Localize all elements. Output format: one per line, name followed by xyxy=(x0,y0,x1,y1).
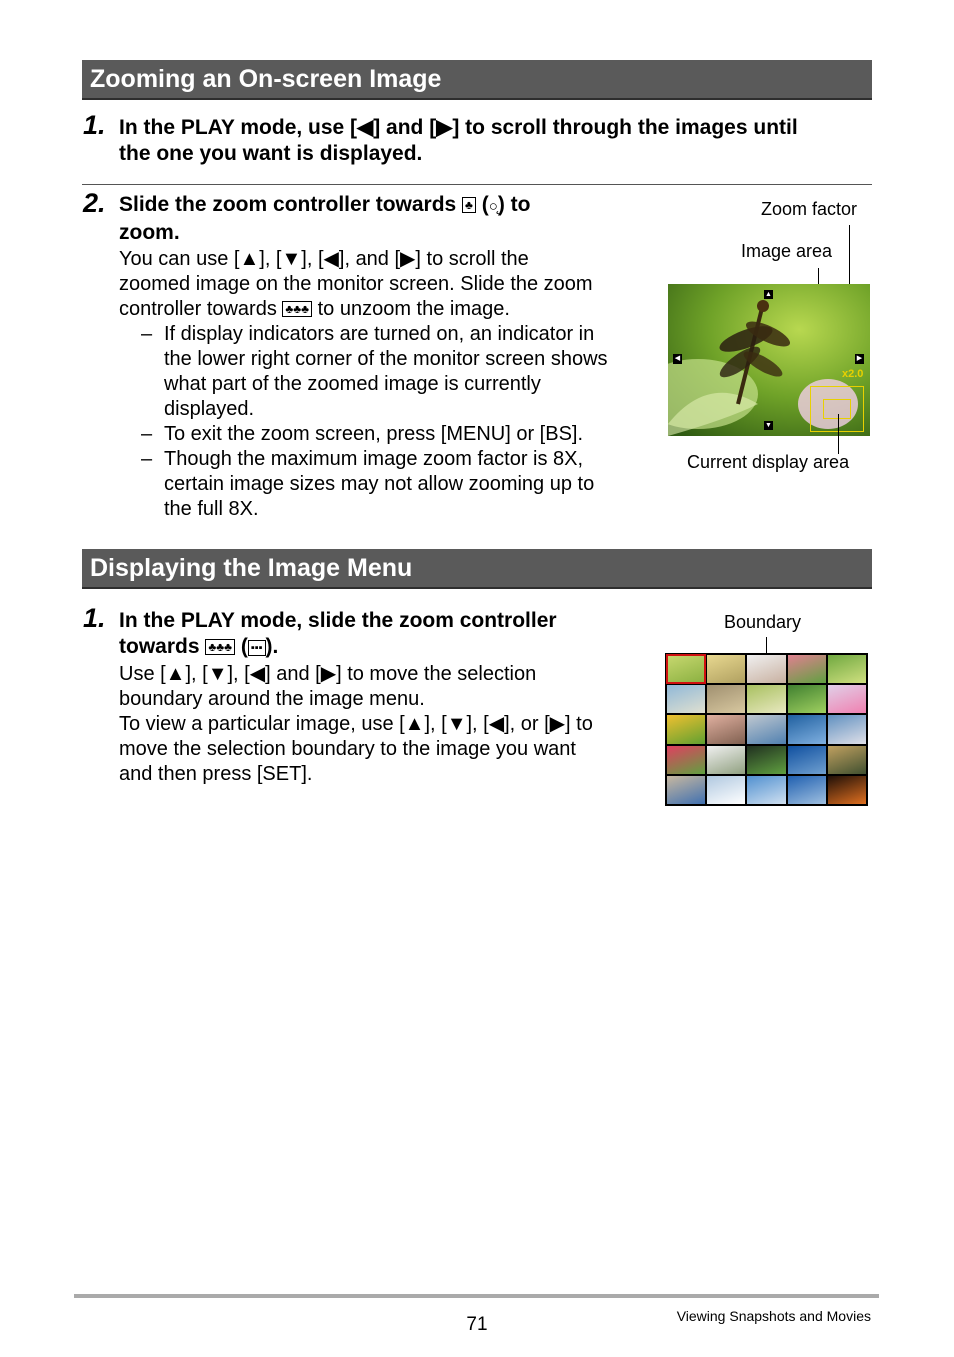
step-title-line: zoom. xyxy=(119,221,180,244)
zoom-in-icon: ♣ xyxy=(462,197,476,213)
scroll-up-indicator: ▲ xyxy=(765,291,772,298)
body-line: You can use [▲], [▼], [◀], and [▶] to scroll the xyxy=(119,248,529,270)
divider xyxy=(82,184,872,185)
thumbnail-image xyxy=(747,685,785,713)
step-body xyxy=(119,247,639,322)
image-menu-grid xyxy=(665,653,868,806)
step-title xyxy=(119,192,639,246)
thumbnail-image xyxy=(747,776,785,804)
thumbnail-image xyxy=(788,685,826,713)
step-body xyxy=(119,662,639,787)
bullet-item xyxy=(141,422,634,447)
bullet-line: displayed. xyxy=(164,398,255,420)
step-number: 1. xyxy=(83,110,106,140)
zoom-factor-label: Zoom factor xyxy=(761,199,858,219)
thumbnail-image xyxy=(828,776,866,804)
bullet-dash: – xyxy=(141,448,153,470)
thumbnail-image xyxy=(707,685,745,713)
bullet-dash: – xyxy=(141,423,153,445)
thumbnail-image xyxy=(828,655,866,683)
scroll-left-indicator: ◀ xyxy=(674,355,681,362)
image-area-box xyxy=(810,386,864,432)
thumbnail-image xyxy=(788,655,826,683)
bullet-line: If display indicators are turned on, an indicator in xyxy=(164,323,595,345)
grid-icon: ▪▪▪ xyxy=(248,640,266,656)
step-title-text: ( xyxy=(234,635,248,658)
step-number: 1. xyxy=(83,603,106,633)
zoom-factor-readout: x2.0 xyxy=(842,368,864,380)
zoom-out-icon: ♣♣♣ xyxy=(205,639,235,655)
magnifier-icon: ○̨ xyxy=(488,198,498,215)
body-line: boundary around the image menu. xyxy=(119,688,425,710)
bullet-line: the full 8X. xyxy=(164,498,259,520)
scroll-down-indicator: ▼ xyxy=(765,422,772,429)
thumbnail-image xyxy=(707,655,745,683)
thumbnail-image xyxy=(828,746,866,774)
thumbnail-image xyxy=(667,746,705,774)
thumbnail-image xyxy=(747,715,785,743)
boundary-label: Boundary xyxy=(724,612,802,632)
step-number: 2. xyxy=(83,188,106,218)
bullet-item xyxy=(141,322,634,422)
thumbnail-image xyxy=(707,715,745,743)
bullet-line: Though the maximum image zoom factor is 8X, xyxy=(164,448,584,470)
thumbnail-image xyxy=(747,655,785,683)
page-number: 71 xyxy=(466,1314,488,1335)
body-text: controller towards xyxy=(119,298,283,320)
step-title xyxy=(119,608,639,660)
bullet-line: To exit the zoom screen, press [MENU] or [BS]. xyxy=(164,423,584,445)
bullet-dash: – xyxy=(141,323,153,345)
current-display-box xyxy=(823,399,851,419)
thumbnail-image xyxy=(667,715,705,743)
thumbnail-image xyxy=(828,715,866,743)
image-area-label: Image area xyxy=(741,241,833,261)
thumbnail-image xyxy=(707,746,745,774)
bullet-line: the lower right corner of the monitor screen shows xyxy=(164,348,608,370)
thumbnail-image xyxy=(788,746,826,774)
thumbnail-image xyxy=(667,685,705,713)
thumbnail-image xyxy=(667,776,705,804)
body-line: To view a particular image, use [▲], [▼], [◀], or [▶] to xyxy=(119,713,593,735)
step-title-text: ). xyxy=(265,635,279,658)
section-title-zooming: Zooming an On-screen Image xyxy=(82,60,872,100)
body-line: Use [▲], [▼], [◀] and [▶] to move the selection xyxy=(119,663,537,685)
step-title-text: towards xyxy=(119,635,206,658)
bullet-line: certain image sizes may not allow zooming up to xyxy=(164,473,595,495)
zoomed-photo xyxy=(668,284,870,436)
step-title-text: Slide the zoom controller towards xyxy=(119,193,463,216)
thumbnail-image xyxy=(747,746,785,774)
thumbnail-image xyxy=(828,685,866,713)
step-title-line: In the PLAY mode, slide the zoom controller xyxy=(119,609,557,632)
body-line: zoomed image on the monitor screen. Slide the zoom xyxy=(119,273,593,295)
footer-chapter-title: Viewing Snapshots and Movies xyxy=(676,1308,871,1324)
thumbnail-image xyxy=(788,715,826,743)
bullet-line: what part of the zoomed image is currently xyxy=(164,373,541,395)
step-title-text: ) to xyxy=(497,193,531,216)
bullet-item xyxy=(141,447,634,522)
step-title xyxy=(119,115,879,167)
body-text: to unzoom the image. xyxy=(312,298,510,320)
current-display-label: Current display area xyxy=(687,452,850,472)
scroll-right-indicator: ▶ xyxy=(856,355,863,362)
footer-rule xyxy=(74,1294,879,1298)
thumbnail-image xyxy=(707,776,745,804)
body-line: move the selection boundary to the image you want xyxy=(119,738,576,760)
selected-thumbnail xyxy=(667,655,705,683)
step-title-text: ( xyxy=(475,193,489,216)
thumbnail-image xyxy=(788,776,826,804)
zoom-out-icon: ♣♣♣ xyxy=(282,301,312,317)
section-title-image-menu: Displaying the Image Menu xyxy=(82,549,872,589)
step-title-line: the one you want is displayed. xyxy=(119,142,423,165)
body-line: and then press [SET]. xyxy=(119,763,313,785)
current-display-leader xyxy=(838,414,839,454)
step-title-line: In the PLAY mode, use [◀] and [▶] to scroll through the images until xyxy=(119,116,798,139)
